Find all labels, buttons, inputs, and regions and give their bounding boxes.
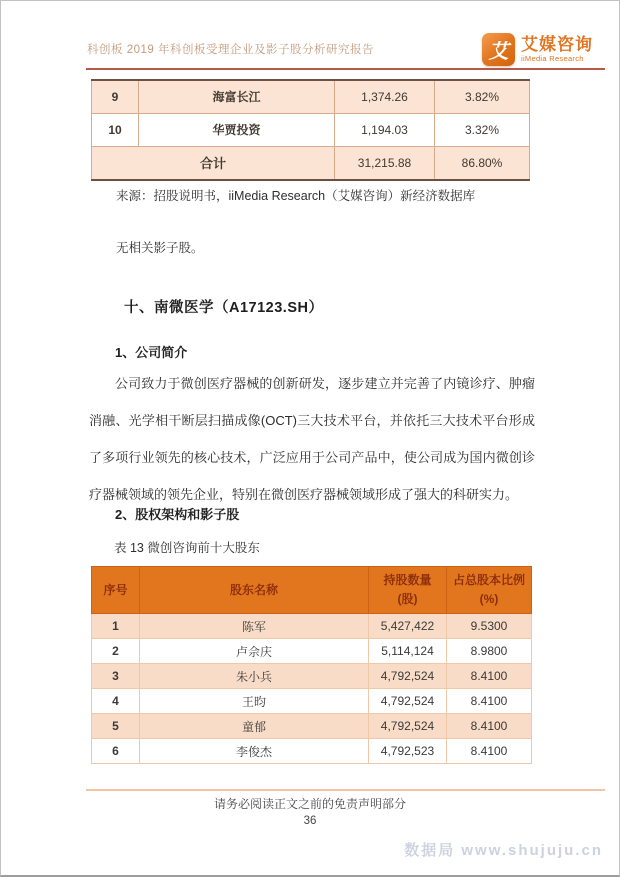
- cell-name: 朱小兵: [140, 664, 369, 689]
- cell-pct: 8.4100: [447, 689, 532, 714]
- section-title: 十、南微医学（A17123.SH）: [124, 300, 324, 316]
- cell-no: 9: [92, 80, 139, 113]
- logo-subtitle: iiMedia Research: [521, 53, 584, 63]
- cell-no: 10: [92, 113, 139, 146]
- table-row: [92, 113, 530, 146]
- cell-total-label: 合计: [92, 146, 335, 180]
- cell-name: 陈军: [140, 614, 369, 639]
- shadow-stock-table: [91, 79, 530, 181]
- cell-pct: 8.4100: [447, 739, 532, 764]
- cell-no: 2: [92, 639, 140, 664]
- watermark: 数据局 www.shujuju.cn: [404, 842, 603, 859]
- header-pct-line1: 占总股本比例: [452, 573, 525, 588]
- cell-shares: 4,792,524: [369, 664, 447, 689]
- cell-shares: 4,792,524: [369, 714, 447, 739]
- footer-divider: [86, 789, 605, 791]
- cell-no: 6: [92, 739, 140, 764]
- cell-pct: 8.4100: [447, 714, 532, 739]
- cell-name: 卢佘庆: [140, 639, 369, 664]
- header-pct: [447, 567, 532, 614]
- subsection-equity-structure: 2、股权架构和影子股: [115, 507, 240, 522]
- table-row: [92, 739, 532, 764]
- table-row: [92, 714, 532, 739]
- page-number: 36: [303, 815, 317, 827]
- cell-amount: 1,374.26: [335, 80, 435, 113]
- logo-brand-name: 艾媒咨询: [521, 35, 593, 55]
- running-header-title: 科创板 2019 年科创板受理企业及影子股分析研究报告: [87, 44, 374, 56]
- cell-shares: 4,792,523: [369, 739, 447, 764]
- header-shares-line2: (股): [397, 592, 418, 606]
- subsection-company-profile: 1、公司简介: [115, 345, 188, 360]
- cell-name: 童郁: [140, 714, 369, 739]
- table-total-row: [92, 146, 530, 180]
- iimedia-logo: [482, 33, 593, 66]
- cell-shares: 4,792,524: [369, 689, 447, 714]
- no-shadow-stock-note: 无相关影子股。: [116, 241, 204, 255]
- company-intro-paragraph: 公司致力于微创医疗器械的创新研发，逐步建立并完善了内镜诊疗、肿瘤消融、光学相干断层扫描成像(OCT)三大技术平台，并依托三大技术平台形成了多项行业领先的核心技术，广泛应用于公司产品中，使公司成为国内微创诊疗器械领域的领先企业，特别在微创医疗器械领域形成了强大的科研实力。: [89, 376, 535, 502]
- cell-pct: 8.4100: [447, 664, 532, 689]
- table-row: [92, 664, 532, 689]
- header-divider: [86, 68, 605, 70]
- cell-shares: 5,114,124: [369, 639, 447, 664]
- table-row: [92, 614, 532, 639]
- cell-shares: 5,427,422: [369, 614, 447, 639]
- cell-name: 李俊杰: [140, 739, 369, 764]
- header-shares-line1: 持股数量: [383, 573, 432, 588]
- cell-total-amount: 31,215.88: [335, 146, 435, 180]
- table-row: [92, 689, 532, 714]
- cell-pct: 8.9800: [447, 639, 532, 664]
- table-row: [92, 80, 530, 113]
- header-pct-line2: (%): [479, 592, 499, 606]
- cell-name: 王昀: [140, 689, 369, 714]
- header-no: 序号: [92, 567, 140, 614]
- cell-no: 5: [92, 714, 140, 739]
- cell-amount: 1,194.03: [335, 113, 435, 146]
- cell-name: 海富长江: [139, 80, 335, 113]
- cell-total-pct: 86.80%: [435, 146, 530, 180]
- cell-no: 1: [92, 614, 140, 639]
- cell-pct: 3.32%: [435, 113, 530, 146]
- iimedia-logo-icon: 艾: [482, 33, 515, 66]
- cell-no: 4: [92, 689, 140, 714]
- cell-pct: 3.82%: [435, 80, 530, 113]
- header-shares: [369, 567, 447, 614]
- table-header-row: [92, 567, 532, 614]
- cell-pct: 9.5300: [447, 614, 532, 639]
- table-13-caption: 表 13 微创咨询前十大股东: [114, 541, 260, 555]
- logo-text: [521, 36, 593, 63]
- source-note: 来源：招股说明书，iiMedia Research（艾媒咨询）新经济数据库: [116, 189, 476, 203]
- shareholders-table: [91, 566, 532, 764]
- cell-name: 华贾投资: [139, 113, 335, 146]
- cell-no: 3: [92, 664, 140, 689]
- footer-disclaimer: 请务必阅读正文之前的免责声明部分: [213, 797, 406, 811]
- table-row: [92, 639, 532, 664]
- header-name: 股东名称: [140, 567, 369, 614]
